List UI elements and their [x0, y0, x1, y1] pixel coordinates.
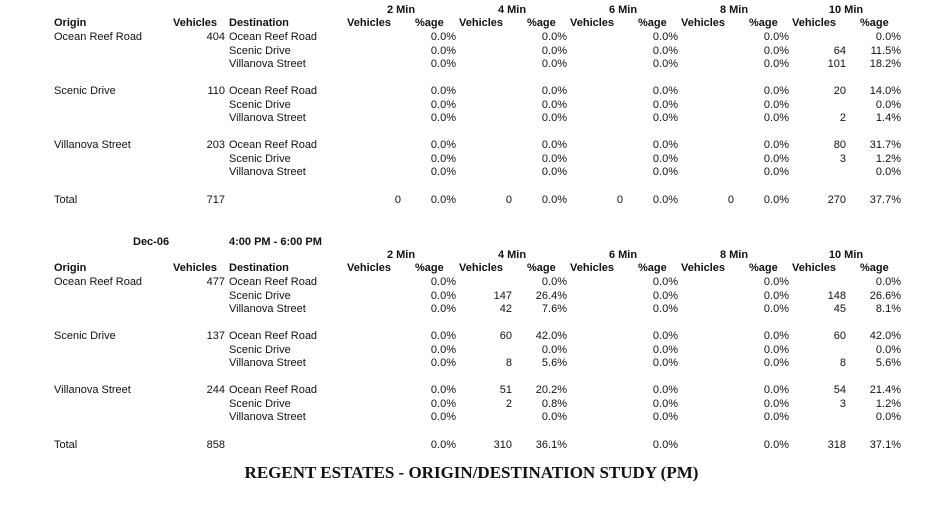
- total-group-pct: 0.0%: [652, 439, 678, 451]
- group-vehicles-cell: 60: [499, 330, 512, 342]
- vehicles-subheader: Vehicles: [792, 17, 837, 29]
- group-pct-cell: 1.2%: [875, 397, 901, 410]
- vehicles-subheader: Vehicles: [681, 17, 726, 29]
- group-pct-cell: 0.0%: [763, 44, 789, 57]
- origin-header: Origin: [54, 262, 87, 274]
- vehicles-cell: 110: [207, 85, 225, 97]
- total-group-pct: 0.0%: [763, 439, 789, 451]
- group-pct-cell: 0.0%: [430, 289, 456, 302]
- group-pct-cell: 0.0%: [430, 303, 456, 315]
- total-group-vehicles: 0: [616, 194, 623, 206]
- total-group-vehicles: 0: [394, 194, 401, 206]
- group-pct-cell: 0.0%: [541, 112, 567, 124]
- group-pct-cell: 0.0%: [763, 411, 789, 423]
- group-pct-cell: 0.0%: [652, 357, 678, 369]
- section-time: 4:00 PM - 6:00 PM: [229, 236, 322, 248]
- destination-cell: Villanova Street: [229, 166, 306, 178]
- group-pct-cell: 0.0%: [875, 98, 901, 111]
- group-pct-cell: 0.0%: [541, 58, 567, 70]
- vehicles-cell: 137: [206, 330, 225, 342]
- group-header: 8 Min: [719, 249, 749, 261]
- group-pct-cell: 11.5%: [870, 44, 901, 57]
- group-pct-cell: 0.0%: [763, 357, 789, 369]
- group-pct-cell: 0.0%: [763, 166, 789, 178]
- group-pct-cell: 0.0%: [652, 166, 678, 178]
- group-pct-cell: 0.0%: [430, 397, 456, 410]
- group-pct-cell: 31.7%: [869, 139, 901, 151]
- vehicles-cell: 477: [206, 276, 225, 288]
- destination-cell: Ocean Reef Road: [229, 330, 318, 342]
- group-pct-cell: 0.0%: [652, 58, 678, 70]
- group-pct-cell: 5.6%: [541, 357, 567, 369]
- destination-cell: Scenic Drive: [229, 44, 291, 57]
- group-pct-cell: 18.2%: [869, 58, 901, 70]
- destination-cell: Villanova Street: [229, 411, 306, 423]
- destination-cell: Villanova Street: [229, 357, 306, 369]
- group-pct-cell: 0.0%: [430, 112, 456, 124]
- group-vehicles-cell: 101: [827, 58, 846, 70]
- total-group-pct: 0.0%: [541, 194, 567, 206]
- group-pct-cell: 0.0%: [652, 330, 678, 342]
- pct-subheader: %age: [638, 262, 667, 274]
- group-header: 6 Min: [608, 4, 638, 16]
- group-vehicles-cell: 64: [833, 44, 846, 57]
- vehicles-subheader: Vehicles: [347, 262, 392, 274]
- group-pct-cell: 0.0%: [541, 98, 567, 111]
- group-pct-cell: 0.0%: [652, 152, 678, 165]
- group-pct-cell: 0.0%: [763, 330, 789, 342]
- group-pct-cell: 0.0%: [652, 289, 678, 302]
- total-label: Total: [54, 439, 78, 451]
- total-group-vehicles: 0: [727, 194, 734, 206]
- destination-cell: Ocean Reef Road: [229, 85, 318, 97]
- group-pct-cell: 0.0%: [541, 276, 567, 288]
- group-vehicles-cell: 147: [493, 289, 512, 302]
- pct-subheader: %age: [860, 17, 889, 29]
- group-pct-cell: 0.0%: [652, 139, 678, 151]
- group-pct-cell: 0.0%: [875, 166, 901, 178]
- total-group-pct: 37.1%: [869, 439, 901, 451]
- group-pct-cell: 0.0%: [763, 343, 789, 356]
- origin-cell: Villanova Street: [54, 384, 131, 396]
- group-vehicles-cell: 2: [505, 397, 512, 410]
- pct-subheader: %age: [415, 262, 444, 274]
- destination-cell: Scenic Drive: [229, 98, 291, 111]
- group-pct-cell: 26.4%: [535, 289, 567, 302]
- vehicles-subheader: Vehicles: [347, 17, 392, 29]
- section-date: Dec-06: [133, 236, 170, 248]
- group-pct-cell: 0.0%: [763, 139, 789, 151]
- group-pct-cell: 0.0%: [875, 411, 901, 423]
- origin-cell: Villanova Street: [54, 139, 131, 151]
- group-pct-cell: 0.0%: [541, 166, 567, 178]
- group-pct-cell: 0.0%: [541, 411, 567, 423]
- group-pct-cell: 0.0%: [763, 152, 789, 165]
- group-pct-cell: 21.4%: [869, 384, 901, 396]
- group-pct-cell: 0.0%: [430, 58, 456, 70]
- group-vehicles-cell: 54: [833, 384, 846, 396]
- group-pct-cell: 0.0%: [652, 276, 678, 288]
- group-pct-cell: 0.0%: [763, 276, 789, 288]
- report-title: REGENT ESTATES - ORIGIN/DESTINATION STUDY (PM): [244, 463, 699, 482]
- group-vehicles-cell: 3: [839, 397, 846, 410]
- group-pct-cell: 20.2%: [535, 384, 567, 396]
- group-pct-cell: 0.0%: [763, 303, 789, 315]
- total-group-pct: 0.0%: [430, 194, 456, 206]
- group-pct-cell: 0.0%: [652, 384, 678, 396]
- group-pct-cell: 0.0%: [763, 384, 789, 396]
- total-group-vehicles: 310: [493, 439, 512, 451]
- group-vehicles-cell: 2: [839, 112, 846, 124]
- group-pct-cell: 7.6%: [541, 303, 567, 315]
- group-pct-cell: 0.0%: [652, 397, 678, 410]
- total-group-pct: 0.0%: [430, 439, 456, 451]
- total-group-vehicles: 0: [505, 194, 512, 206]
- group-header: 8 Min: [719, 4, 749, 16]
- group-pct-cell: 8.1%: [875, 303, 901, 315]
- pct-subheader: %age: [860, 262, 889, 274]
- group-pct-cell: 0.0%: [430, 166, 456, 178]
- group-pct-cell: 0.0%: [875, 343, 901, 356]
- group-pct-cell: 0.0%: [652, 85, 678, 97]
- destination-cell: Scenic Drive: [229, 289, 291, 302]
- total-group-pct: 36.1%: [535, 439, 567, 451]
- group-pct-cell: 0.0%: [652, 112, 678, 124]
- group-pct-cell: 0.0%: [430, 411, 456, 423]
- group-pct-cell: 0.0%: [763, 31, 789, 43]
- destination-cell: Villanova Street: [229, 58, 306, 70]
- vehicles-subheader: Vehicles: [570, 262, 615, 274]
- group-pct-cell: 0.0%: [430, 330, 456, 342]
- destination-cell: Scenic Drive: [229, 343, 291, 356]
- destination-cell: Ocean Reef Road: [229, 31, 318, 43]
- origin-cell: Scenic Drive: [54, 330, 116, 342]
- group-header: 4 Min: [497, 4, 527, 16]
- pct-subheader: %age: [638, 17, 667, 29]
- origin-cell: Ocean Reef Road: [54, 31, 143, 43]
- total-group-vehicles: 318: [827, 439, 846, 451]
- group-pct-cell: 0.0%: [541, 85, 567, 97]
- group-pct-cell: 5.6%: [875, 357, 901, 369]
- group-pct-cell: 0.0%: [430, 276, 456, 288]
- destination-cell: Ocean Reef Road: [229, 276, 318, 288]
- group-pct-cell: 0.8%: [541, 397, 567, 410]
- group-header: 10 Min: [828, 4, 864, 16]
- vehicles-cell: 244: [206, 384, 225, 396]
- destination-cell: Villanova Street: [229, 112, 306, 124]
- group-pct-cell: 0.0%: [430, 85, 456, 97]
- group-pct-cell: 0.0%: [430, 384, 456, 396]
- group-pct-cell: 0.0%: [763, 98, 789, 111]
- group-pct-cell: 0.0%: [652, 343, 678, 356]
- pct-subheader: %age: [415, 17, 444, 29]
- total-group-vehicles: 270: [827, 194, 846, 206]
- group-pct-cell: 0.0%: [541, 31, 567, 43]
- vehicles-cell: 404: [206, 31, 225, 43]
- group-header: 2 Min: [386, 4, 416, 16]
- group-vehicles-cell: 42: [499, 303, 512, 315]
- destination-cell: Ocean Reef Road: [229, 139, 318, 151]
- group-pct-cell: 0.0%: [652, 31, 678, 43]
- group-pct-cell: 0.0%: [763, 85, 789, 97]
- group-vehicles-cell: 60: [833, 330, 846, 342]
- group-pct-cell: 0.0%: [541, 139, 567, 151]
- group-pct-cell: 0.0%: [763, 397, 789, 410]
- vehicles-subheader: Vehicles: [459, 262, 504, 274]
- total-group-pct: 0.0%: [652, 194, 678, 206]
- vehicles-subheader: Vehicles: [792, 262, 837, 274]
- total-group-pct: 0.0%: [763, 194, 789, 206]
- group-header: 4 Min: [497, 249, 527, 261]
- group-vehicles-cell: 20: [833, 85, 846, 97]
- group-header: 2 Min: [386, 249, 416, 261]
- group-pct-cell: 0.0%: [763, 58, 789, 70]
- group-vehicles-cell: 8: [505, 357, 512, 369]
- group-pct-cell: 0.0%: [430, 343, 456, 356]
- vehicles-header: Vehicles: [173, 262, 218, 274]
- group-pct-cell: 0.0%: [652, 44, 678, 57]
- pct-subheader: %age: [527, 262, 556, 274]
- group-pct-cell: 0.0%: [430, 152, 456, 165]
- group-pct-cell: 0.0%: [430, 139, 456, 151]
- group-pct-cell: 14.0%: [869, 85, 901, 97]
- group-pct-cell: 0.0%: [541, 343, 567, 356]
- group-vehicles-cell: 3: [839, 152, 846, 165]
- destination-header: Destination: [229, 17, 289, 29]
- origin-cell: Scenic Drive: [54, 85, 116, 97]
- origin-header: Origin: [54, 17, 87, 29]
- group-pct-cell: 0.0%: [763, 112, 789, 124]
- group-pct-cell: 0.0%: [430, 357, 456, 369]
- group-pct-cell: 0.0%: [430, 44, 456, 57]
- vehicles-header: Vehicles: [173, 17, 218, 29]
- total-label: Total: [54, 194, 78, 206]
- group-vehicles-cell: 80: [833, 139, 846, 151]
- group-header: 10 Min: [828, 249, 864, 261]
- group-pct-cell: 0.0%: [430, 98, 456, 111]
- group-vehicles-cell: 51: [499, 384, 512, 396]
- group-pct-cell: 42.0%: [869, 330, 901, 342]
- group-pct-cell: 0.0%: [541, 44, 567, 57]
- group-vehicles-cell: 148: [827, 289, 846, 302]
- total-group-pct: 37.7%: [869, 194, 901, 206]
- group-pct-cell: 42.0%: [535, 330, 567, 342]
- group-vehicles-cell: 45: [833, 303, 846, 315]
- group-pct-cell: 0.0%: [875, 276, 901, 288]
- destination-cell: Villanova Street: [229, 303, 306, 315]
- group-pct-cell: 0.0%: [763, 289, 789, 302]
- destination-header: Destination: [229, 262, 289, 274]
- group-vehicles-cell: 8: [839, 357, 846, 369]
- total-vehicles: 858: [206, 439, 225, 451]
- group-pct-cell: 0.0%: [652, 411, 678, 423]
- group-header: 6 Min: [608, 249, 638, 261]
- pct-subheader: %age: [527, 17, 556, 29]
- destination-cell: Scenic Drive: [229, 152, 291, 165]
- group-pct-cell: 0.0%: [541, 152, 567, 165]
- pct-subheader: %age: [749, 262, 778, 274]
- group-pct-cell: 0.0%: [430, 31, 456, 43]
- vehicles-subheader: Vehicles: [570, 17, 615, 29]
- group-pct-cell: 26.6%: [869, 289, 901, 302]
- origin-cell: Ocean Reef Road: [54, 276, 143, 288]
- total-vehicles: 717: [206, 194, 225, 206]
- group-pct-cell: 1.4%: [875, 112, 901, 124]
- vehicles-cell: 203: [206, 139, 225, 151]
- vehicles-subheader: Vehicles: [459, 17, 504, 29]
- group-pct-cell: 1.2%: [875, 152, 901, 165]
- group-pct-cell: 0.0%: [652, 303, 678, 315]
- group-pct-cell: 0.0%: [652, 98, 678, 111]
- destination-cell: Ocean Reef Road: [229, 384, 318, 396]
- destination-cell: Scenic Drive: [229, 397, 291, 410]
- pct-subheader: %age: [749, 17, 778, 29]
- vehicles-subheader: Vehicles: [681, 262, 726, 274]
- group-pct-cell: 0.0%: [875, 31, 901, 43]
